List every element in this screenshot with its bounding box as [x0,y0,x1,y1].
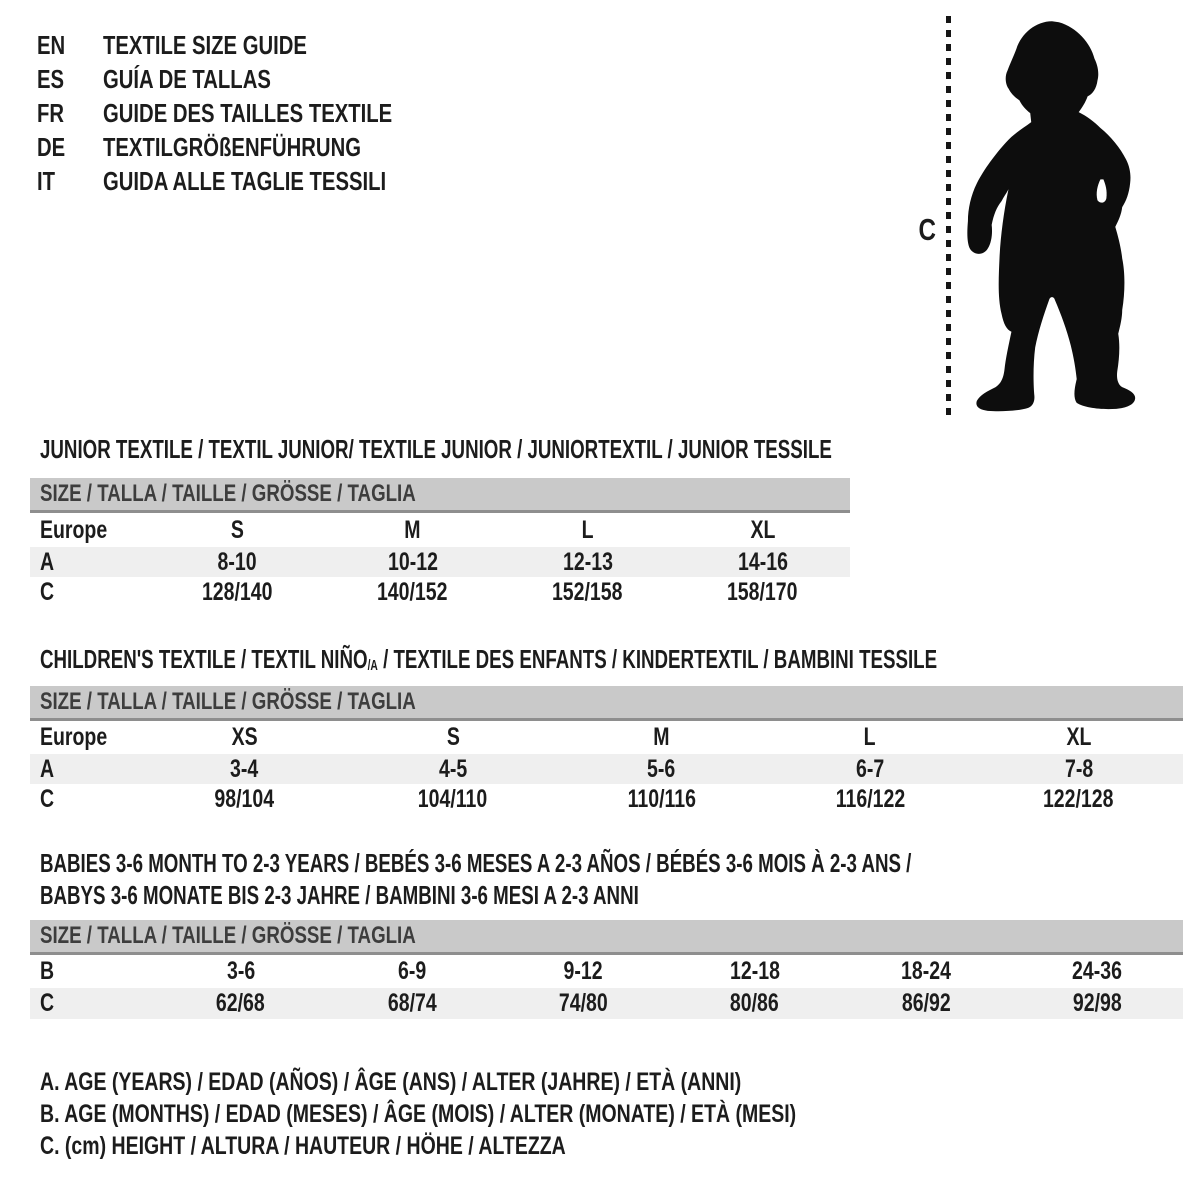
height-measure-label: C [918,212,936,247]
row-label: B [40,957,55,985]
junior-section-title: JUNIOR TEXTILE / TEXTIL JUNIOR/ TEXTILE JUNIOR / JUNIORTEXTIL / JUNIOR TESSILE [40,434,832,464]
size-band-label: SIZE / TALLA / TAILLE / GRÖSSE / TAGLIA [40,688,416,715]
table-row-height-cm: C 128/140 140/152 152/158 158/170 [40,577,798,606]
row-label: C [40,989,55,1017]
nino-a-subscript: /A [367,658,378,675]
lang-code-de: DE [37,131,66,162]
guide-title-fr: GUIDE DES TAILLES TEXTILE [103,97,393,128]
table-row-age-years: A 3-4 4-5 5-6 6-7 7-8 [30,754,1183,784]
lang-code-fr: FR [37,97,65,128]
lang-row-es [37,62,474,96]
legend-age-years: A. AGE (YEARS) / EDAD (AÑOS) / ÂGE (ANS) / ALTER (JAHRE) / ETÀ (ANNI) [40,1068,742,1096]
row-label: C [40,577,55,606]
lang-row-fr [37,96,474,130]
row-label: A [40,754,55,783]
row-label: C [40,784,55,813]
table-row-age-years: A 8-10 10-12 12-13 14-16 [30,547,850,577]
size-band-label: SIZE / TALLA / TAILLE / GRÖSSE / TAGLIA [40,480,416,507]
junior-size-table [30,478,850,607]
legend-age-months: B. AGE (MONTHS) / EDAD (MESES) / ÂGE (MOIS) / ALTER (MONATE) / ETÀ (MESI) [40,1100,797,1128]
size-band-label: SIZE / TALLA / TAILLE / GRÖSSE / TAGLIA [40,922,416,949]
lang-code-en: EN [37,29,66,60]
lang-row-it [37,164,474,198]
guide-title-es: GUÍA DE TALLAS [103,63,271,94]
lang-row-de [37,130,474,164]
table-row-height-cm: C 98/104 104/110 110/116 116/122 122/128 [40,784,1114,813]
lang-row-en [37,28,474,62]
table-row-europe: Europe S M L XL [40,515,775,544]
table-row-age-months: B 3-6 6-9 9-12 12-18 18-24 24-36 [40,957,1123,985]
guide-title-en: TEXTILE SIZE GUIDE [103,29,307,60]
height-measure-dashed-line [946,16,951,418]
language-title-block [37,28,474,198]
row-label: Europe [40,515,108,544]
lang-code-es: ES [37,63,65,94]
legend-height-cm: C. (cm) HEIGHT / ALTURA / HAUTEUR / HÖHE / ALTEZZA [40,1132,566,1160]
babies-section-title: BABIES 3-6 MONTH TO 2-3 YEARS / BEBÉS 3-6 MESES A 2-3 AÑOS / BÉBÉS 3-6 MOIS À 2-3 ANS / BABYS 3-6 MONATE BIS 2-3 JAHRE / BAMBINI 3-6 MESI A 2-3 ANNI [40,848,912,910]
row-label: Europe [40,723,108,751]
childrens-section-title: CHILDREN'S TEXTILE / TEXTIL NIÑO/A / TEXTILE DES ENFANTS / KINDERTEXTIL / BAMBINI TESSILE [40,644,938,675]
row-label: A [40,547,55,576]
babies-size-header-band [30,920,1183,955]
guide-title-it: GUIDA ALLE TAGLIE TESSILI [103,165,387,196]
guide-title-de: TEXTILGRÖßENFÜHRUNG [103,131,361,162]
junior-size-header-band [30,478,850,513]
table-row-europe: Europe XS S M L XL [40,723,1092,751]
lang-code-it: IT [37,165,56,196]
childrens-size-header-band [30,686,1183,721]
table-row-height-cm: C 62/68 68/74 74/80 80/86 86/92 92/98 [30,988,1183,1019]
childrens-size-table [30,686,1183,814]
toddler-silhouette-icon [962,18,1140,416]
babies-size-table [30,920,1183,1019]
measurement-legend [40,1066,1009,1162]
